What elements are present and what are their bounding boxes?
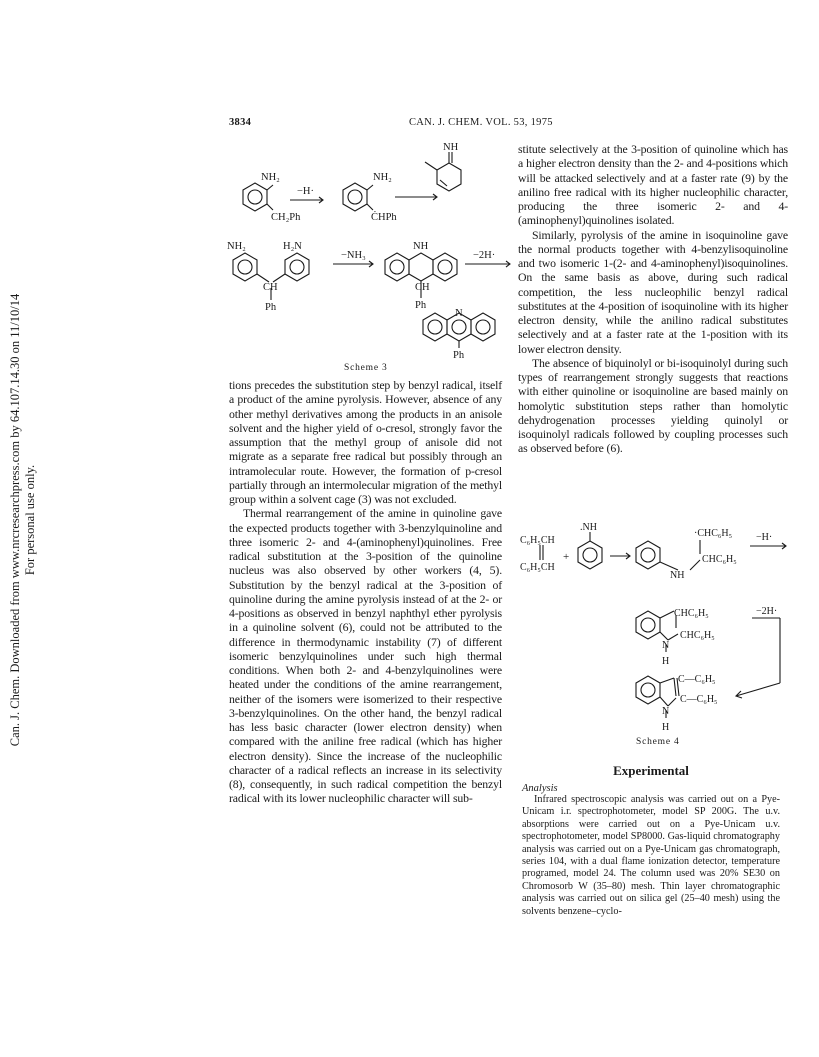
s4-bot-c-2: C—C₆H₅	[680, 694, 718, 705]
s4-stilbene-top: C₆H₅CH	[520, 535, 555, 546]
s3-acridine-ph: Ph	[453, 350, 465, 360]
s3-ch2ph: CH₂Ph	[271, 212, 301, 223]
right-column	[518, 142, 788, 456]
s3-nh2-3: NH₂	[227, 241, 246, 252]
s3-ph-2: Ph	[415, 300, 427, 311]
s3-chph: ĊHPh	[371, 212, 397, 223]
analysis-paragraph: Infrared spectroscopic analysis was carried out on a Pye-Unicam i.r. spectrophotometer, model SP 200G. The u.v. absorptions were carried out on a Pye-Unicam u.v. spectrophotometer, model SP8000. Gas-liquid chromatography analysis was carried out on a Pye-Unicam gas chromatograph, series 104, with a dual flame ionization detector, temperature programed, model 24. The column used was 20% SE30 on Chromosorb W (35–80) mesh. Thin layer chromatographic analysis was carried out on silica gel (25–40 mesh) using the solvents benzene–cyclo-	[522, 794, 780, 917]
s3-arrow-nh3: −NH₃	[341, 250, 366, 261]
left-column	[229, 378, 502, 806]
s3-nh2-1: NH₂	[261, 172, 280, 183]
s4-mid-h: H	[662, 656, 670, 667]
s4-mid-ch-1: CHC₆H₅	[674, 608, 709, 619]
s4-nh-bottom: NH	[670, 570, 685, 581]
running-header	[229, 117, 587, 133]
s4-mid-ch-2: CHC₆H₅	[680, 630, 715, 641]
experimental-heading: Experimental	[613, 763, 689, 778]
s4-bot-h: H	[662, 722, 670, 733]
scheme-4	[518, 518, 793, 743]
scheme-3	[225, 140, 515, 360]
s4-bot-c-1: C—C₆H₅	[678, 674, 716, 685]
s4-radical-ch: ·CHC₆H₅	[694, 528, 733, 539]
scheme-4-label: Scheme 4	[636, 737, 680, 747]
scheme-3-label: Scheme 3	[344, 363, 388, 373]
left-paragraph-1: tions precedes the substitution step by benzyl radical, itself a product of the amine pyrolysis. However, absence of any other methyl derivatives among the products in an anisole solvent and the higher yield of o-cresol, strongly favor the assumption that the methyl group of anisole did not migrate as a separate free radical but possibly through an intramolecular route. However, the formation of p-cresol partially through an intermolecular migration of the methyl group within a solvent cage (3) was not excluded.	[229, 378, 502, 506]
s3-ch-2: CH	[415, 282, 430, 293]
s3-ch: CH	[263, 282, 278, 293]
right-paragraph-1: stitute selectively at the 3-position of quinoline which has a higher electron density than the 2- and 4-positions which will be attacked selectively and at a faster rate (9) by the anilino free radical with its higher nucleophilic character, producing the three isomeric 2- and 4-(aminophenyl)quinolines isolated.	[518, 142, 788, 228]
s3-nh-imine: NH	[443, 142, 459, 153]
left-paragraph-2: Thermal rearrangement of the amine in quinoline gave the expected products together with 3-benzylquinoline and three isomeric 2- and 4-(aminophenyl)quinolines. Free radical substitution at the 3-position of the quinoline nucleus was also observed by other workers (4, 5). Substitution by the benzyl radical at the 3-position of quinoline during the amine pyrolysis instead of at the 2- or 4-positions as observed in benzyl naphthyl ether pyrolysis in a quinoline solvent (6), could not be attributed to the difference in thermodynamic instability (7) of different isomeric benzylquinolines under such high thermal conditions. When both 2- and 4-benzylquinolines were heated under the conditions of the amine rearrangement, neither of the isomers were isomerized to their respective 3-benzylquinolines. On the other hand, the benzyl radical has less basic character (lower electron density) when compared with the aniline free radical (which has higher electron density). Since the increase of the nucleophilic character of a radical reflects an increase in its selectivity (8), consequently, in such radical competition the benzyl radical with its lower nucleophilic character will sub-	[229, 506, 502, 806]
s4-stilbene-bottom: C₆H₅CH	[520, 562, 555, 573]
right-paragraph-2: Similarly, pyrolysis of the amine in isoquinoline gave the normal products together with 4-benzylisoquinoline and two isomeric 1-(2- and 4-aminophenyl)isoquinolines. On the same basis as above, during such radical competition, the less nucleophilic benzyl radical substitutes at the 4-position of isoquinoline with its higher electron density, while the anilino radical substitutes selectively and at a faster rate at the 1-position with its lower electron density.	[518, 227, 788, 356]
s3-nh2-2: NH₂	[373, 172, 392, 183]
s4-mid-n: N	[662, 640, 670, 651]
s4-nh: .NH	[580, 522, 597, 533]
s4-bot-n: N	[662, 706, 670, 717]
watermark-line-1: Can. J. Chem. Downloaded from www.nrcresearchpress.com by 64.107.14.30 on 11/10/14	[8, 293, 22, 747]
s4-ch: CHC₆H₅	[702, 554, 737, 565]
s3-acridine-n: N	[455, 308, 463, 319]
right-paragraph-3: The absence of biquinolyl or bi-isoquinolyl during such types of rearrangement strongly suggests that reactions with either quinoline or isoquinoline are based mainly on homolytic substitution steps rather than homolytic dehydrogenation processes yielding quinolyl or isoquinolyl radicals followed by coupling processes such as observed before (6).	[518, 355, 788, 456]
s3-h2n: H₂N	[283, 241, 302, 252]
s3-arrow-h: −H·	[297, 186, 315, 197]
analysis-subheading: Analysis	[522, 783, 558, 794]
s4-plus: +	[563, 551, 570, 563]
s3-nh: NH	[413, 241, 429, 252]
s4-arrow-2h: −2H·	[756, 606, 778, 617]
s4-arrow-h: −H·	[756, 532, 773, 543]
download-watermark	[8, 290, 70, 750]
s3-arrow-2h: −2H·	[473, 250, 496, 261]
s3-ph: Ph	[265, 302, 277, 313]
journal-citation: CAN. J. CHEM. VOL. 53, 1975	[409, 117, 553, 128]
page-number: 3834	[229, 117, 252, 128]
watermark-line-2: For personal use only.	[23, 464, 37, 576]
analysis-section	[522, 794, 780, 918]
